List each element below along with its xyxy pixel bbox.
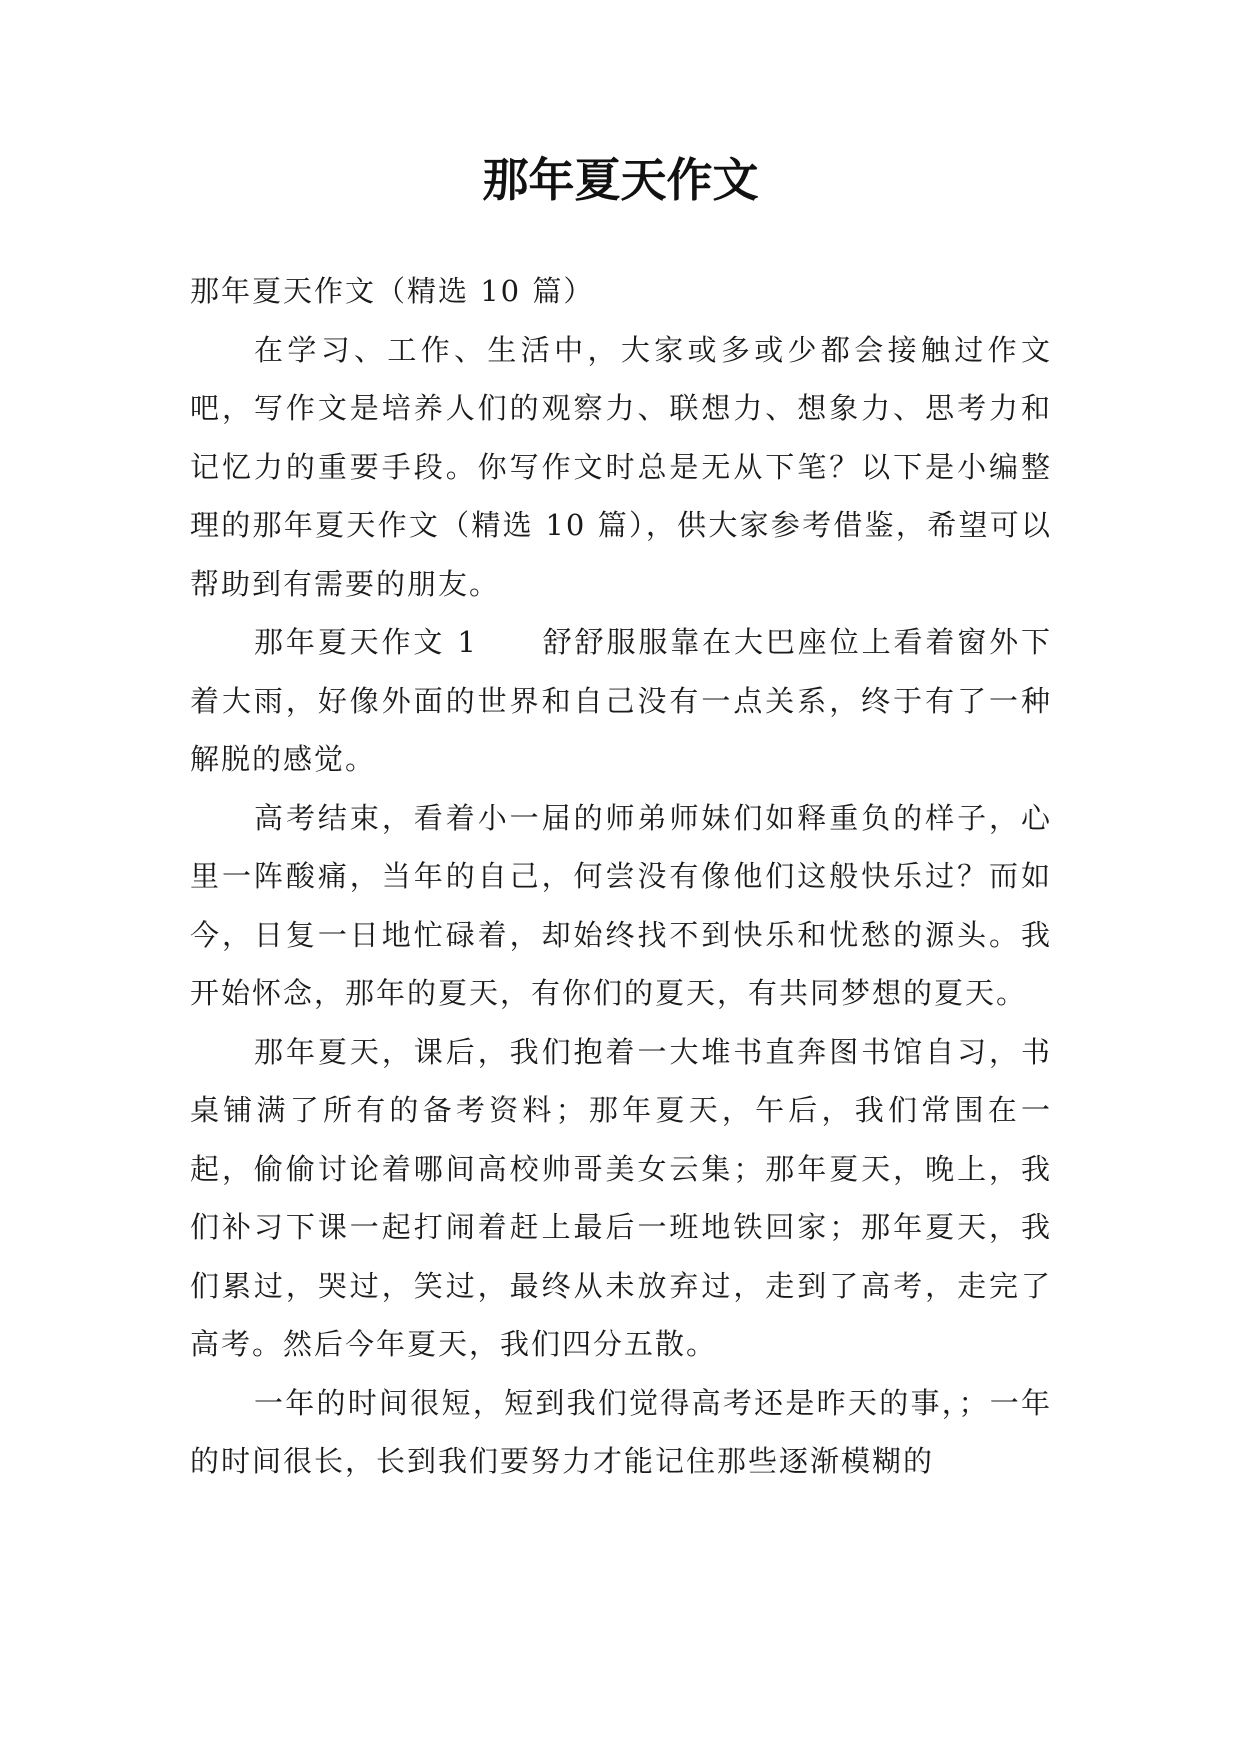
body-paragraph: 高考结束，看着小一届的师弟师妹们如释重负的样子，心里一阵酸痛，当年的自己，何尝没有像他们这般快乐过？而如今，日复一日地忙碌着，却始终找不到快乐和忧愁的源头。我开始怀念，那年的夏天，有你们的夏天，有共同梦想的夏天。 bbox=[190, 800, 1052, 1010]
essay-1-heading: 那年夏天作文 1 bbox=[254, 625, 478, 659]
document-body bbox=[190, 262, 1052, 1491]
intro-paragraph: 在学习、工作、生活中，大家或多或少都会接触过作文吧，写作文是培养人们的观察力、联想力、想象力、思考力和记忆力的重要手段。你写作文时总是无从下笔？以下是小编整理的那年夏天作文（精选 10 篇），供大家参考借鉴，希望可以帮助到有需要的朋友。 bbox=[190, 332, 1052, 601]
document-title: 那年夏天作文 bbox=[482, 153, 759, 207]
body-paragraph: 那年夏天，课后，我们抱着一大堆书直奔图书馆自习，书桌铺满了所有的备考资料；那年夏天，午后，我们常围在一起，偷偷讨论着哪间高校帅哥美女云集；那年夏天，晚上，我们补习下课一起打闹着赶上最后一班地铁回家；那年夏天，我们累过，哭过，笑过，最终从未放弃过，走到了高考，走完了高考。然后今年夏天，我们四分五散。 bbox=[190, 1034, 1052, 1361]
essay-1-first-sentence: 舒舒服服靠在大巴座位上看着窗外下着大雨，好像外面的世界和自己没有一点关系，终于有了一种解脱的感觉。 bbox=[190, 625, 1052, 776]
document-subtitle: 那年夏天作文（精选 10 篇） bbox=[190, 274, 595, 308]
essay-1-paragraph bbox=[190, 613, 1052, 789]
body-paragraph: 一年的时间很短，短到我们觉得高考还是昨天的事，；一年的时间很长，长到我们要努力才能记住那些逐渐模糊的 bbox=[190, 1385, 1052, 1478]
